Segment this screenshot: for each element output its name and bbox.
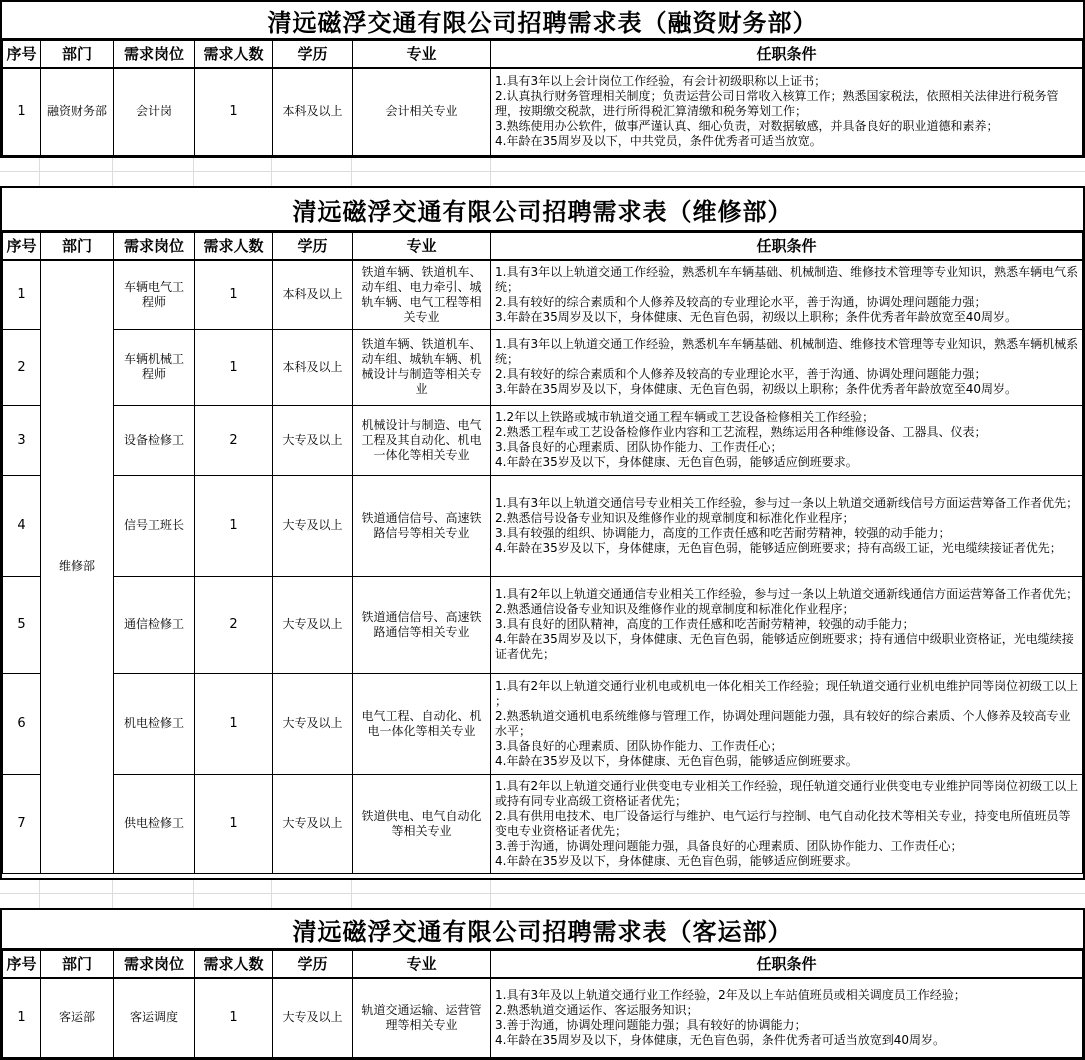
table-row xyxy=(3,978,1083,1058)
row-number-cell: 1 xyxy=(3,978,41,1058)
requirement-line: 1.具有3年及以上轨道交通行业工作经验，2年及以上车站值班员或相关调度员工作经验； xyxy=(495,987,966,1002)
headcount-cell: 2 xyxy=(195,405,273,475)
row-number-cell: 1 xyxy=(3,68,41,156)
requirement-line: 3.年龄在35周岁及以下，身体健康、无色盲色弱，初级以上职称；条件优秀者年龄放宽至40周岁。 xyxy=(495,382,1017,396)
row-number-cell: 3 xyxy=(3,405,41,475)
column-header-6: 任职条件 xyxy=(491,41,1083,68)
table-title-passenger: 清远磁浮交通有限公司招聘需求表（客运部） xyxy=(2,910,1083,950)
requirement-line: 2.认真执行财务管理相关制度；负责运营公司日常收入核算工作；熟悉国家税法，依照相关法律进行税务管理，按期缴交税款，进行所得税汇算清缴和税务筹划工作； xyxy=(495,89,1059,119)
gap-gridline-cell xyxy=(40,880,113,908)
table-row xyxy=(3,475,1083,576)
column-header-5: 专业 xyxy=(353,233,491,260)
requirements-cell xyxy=(491,405,1083,475)
requirement-line: 2.具有较好的综合素质和个人修养及较高的专业理论水平，善于沟通，协调处理问题能力强； xyxy=(495,294,987,309)
major-cell: 铁道通信信号、高速铁路信号等相关专业 xyxy=(353,475,491,576)
requirement-line: 2.熟悉轨道交通运作、客运服务知识； xyxy=(495,1002,699,1017)
table-section-maintenance xyxy=(0,186,1085,880)
table-header-row xyxy=(3,233,1083,260)
post-cell: 客运调度 xyxy=(114,978,195,1058)
header-row xyxy=(3,233,1083,260)
requirement-line: 4.年龄在35周岁及以下，身体健康、无色盲色弱，能够适应倒班要求；持有通信中级职业资格证，光电缆续接证者优先； xyxy=(495,632,1074,661)
headcount-cell: 1 xyxy=(195,673,273,774)
major-cell: 机械设计与制造、电气工程及其自动化、机电一体化等相关专业 xyxy=(353,405,491,475)
headcount-cell: 1 xyxy=(195,329,273,405)
post-cell: 车辆电气工程师 xyxy=(114,260,195,330)
requirement-line: 3.熟练使用办公软件，做事严谨认真、细心负责，对数据敏感，并具备良好的职业道德和素养； xyxy=(495,119,999,134)
requirement-line: 3.善于沟通，协调处理问题能力强，具备良好的心理素质、团队协作能力、工作责任心； xyxy=(495,838,963,853)
department-cell: 融资财务部 xyxy=(41,68,114,156)
headcount-cell: 1 xyxy=(195,475,273,576)
requirement-line: 3.善于沟通，协调处理问题能力强；具有较好的协调能力； xyxy=(495,1017,807,1032)
row-number-cell: 2 xyxy=(3,329,41,405)
major-cell: 铁道供电、电气自动化等相关专业 xyxy=(353,774,491,873)
headcount-cell: 1 xyxy=(195,774,273,873)
column-header-1: 部门 xyxy=(41,41,114,68)
table-body xyxy=(3,260,1083,874)
requirement-line: 3.具备良好的心理素质、团队协作能力、工作责任心； xyxy=(495,738,783,753)
degree-cell: 大专及以上 xyxy=(273,405,353,475)
major-cell: 铁道车辆、铁道机车、动车组、城轨车辆、机械设计与制造等相关专业 xyxy=(353,329,491,405)
requirement-line: 3.具有较强的组织、协调能力，高度的工作责任感和吃苦耐劳精神，较强的动手能力； xyxy=(495,525,951,540)
column-header-0: 序号 xyxy=(3,41,41,68)
post-cell: 信号工班长 xyxy=(114,475,195,576)
table-body xyxy=(3,68,1083,156)
major-cell: 铁道通信信号、高速铁路通信等相关专业 xyxy=(353,576,491,673)
column-header-1: 部门 xyxy=(41,951,114,978)
degree-cell: 大专及以上 xyxy=(273,774,353,873)
recruitment-table-passenger xyxy=(2,950,1083,1058)
requirement-line: 4.年龄在35岁及以下，身体健康、无色盲色弱，能够适应倒班要求。 xyxy=(495,853,858,868)
header-row xyxy=(3,41,1083,68)
column-header-4: 学历 xyxy=(273,951,353,978)
requirement-line: 2.熟悉轨道交通机电系统维修与管理工作，协调处理问题能力强，具有较好的综合素质、个人修养及较高专业水平； xyxy=(495,708,1071,738)
requirement-line: 1.2年以上铁路或城市轨道交通工程车辆或工艺设备检修相关工作经验； xyxy=(495,410,875,424)
requirement-line: 2.具有较好的综合素质和个人修养及较高的专业理论水平，善于沟通、协调处理问题能力强； xyxy=(495,367,987,381)
requirements-cell xyxy=(491,576,1083,673)
gap-gridline-cell xyxy=(352,880,491,908)
column-header-0: 序号 xyxy=(3,951,41,978)
gap-gridline-cell xyxy=(272,880,352,908)
post-cell: 车辆机械工程师 xyxy=(114,329,195,405)
post-cell: 机电检修工 xyxy=(114,673,195,774)
table-header-row xyxy=(3,951,1083,978)
requirement-line: 2.熟悉工程车或工艺设备检修作业内容和工艺流程，熟练运用各种维修设备、工器具、仪表； xyxy=(495,425,987,439)
department-cell: 维修部 xyxy=(41,260,114,874)
requirement-line: 2.具有供用电技术、电厂设备运行与维护、电气运行与控制、电气自动化技术等相关专业，持变电所值班员等变电专业资格证者优先； xyxy=(495,808,1071,838)
major-cell: 铁道车辆、铁道机车、动车组、电力牵引、城轨车辆、电气工程等相关专业 xyxy=(353,260,491,330)
degree-cell: 大专及以上 xyxy=(273,576,353,673)
requirement-line: 3.具有良好的团队精神，高度的工作责任感和吃苦耐劳精神，较强的动手能力； xyxy=(495,617,915,631)
recruitment-table-finance xyxy=(2,40,1083,156)
column-header-3: 需求人数 xyxy=(195,233,273,260)
degree-cell: 本科及以上 xyxy=(273,329,353,405)
headcount-cell: 1 xyxy=(195,978,273,1058)
table-section-passenger xyxy=(0,908,1085,1060)
gap-gridline-cell xyxy=(0,880,40,908)
degree-cell: 大专及以上 xyxy=(273,978,353,1058)
requirement-line: 4.年龄在35岁及以下，身体健康，无色盲色弱，能够适应倒班要求；持有高级工证，光电缆续接证者优先； xyxy=(495,540,1062,555)
requirement-line: 1.具有3年以上轨道交通信号专业相关工作经验，参与过一条以上轨道交通新线信号方面运营筹备工作者优先； xyxy=(495,495,1079,510)
table-row xyxy=(3,68,1083,156)
table-section-finance xyxy=(0,0,1085,158)
requirements-cell xyxy=(491,329,1083,405)
requirement-line: 1.具有2年以上轨道交通行业机电或机电一体化相关工作经验；现任轨道交通行业机电维护同等岗位初级工以上 ； xyxy=(495,678,1079,708)
headcount-cell: 2 xyxy=(195,576,273,673)
gap-gridline-cell xyxy=(491,158,1085,186)
spreadsheet-gap-row xyxy=(0,880,1085,908)
column-header-6: 任职条件 xyxy=(491,951,1083,978)
column-header-3: 需求人数 xyxy=(195,951,273,978)
requirement-line: 4.年龄在35周岁及以下，中共党员，条件优秀者可适当放宽。 xyxy=(495,134,822,149)
requirement-line: 4.年龄在35岁及以下，身体健康、无色盲色弱，能够适应倒班要求。 xyxy=(495,455,858,469)
requirement-line: 2.熟悉通信设备专业知识及维修作业的规章制度和标准化作业程序； xyxy=(495,602,855,616)
requirement-line: 4.年龄在35岁及以下，身体健康、无色盲色弱，能够适应倒班要求。 xyxy=(495,753,858,768)
table-row xyxy=(3,260,1083,330)
gap-gridline-cell xyxy=(194,880,272,908)
post-cell: 通信检修工 xyxy=(114,576,195,673)
column-header-4: 学历 xyxy=(273,233,353,260)
row-number-cell: 6 xyxy=(3,673,41,774)
degree-cell: 本科及以上 xyxy=(273,68,353,156)
post-cell: 供电检修工 xyxy=(114,774,195,873)
degree-cell: 大专及以上 xyxy=(273,673,353,774)
row-number-cell: 4 xyxy=(3,475,41,576)
table-title-maintenance: 清远磁浮交通有限公司招聘需求表（维修部） xyxy=(2,188,1083,232)
header-row xyxy=(3,951,1083,978)
recruitment-table-maintenance xyxy=(2,232,1083,874)
post-cell: 会计岗 xyxy=(114,68,195,156)
column-header-2: 需求岗位 xyxy=(114,951,195,978)
table-row xyxy=(3,576,1083,673)
post-cell: 设备检修工 xyxy=(114,405,195,475)
requirement-line: 1.具有2年以上轨道交通行业供变电专业相关工作经验，现任轨道交通行业供变电专业维护同等岗位初级工以上或持有同专业高级工资格证者优先； xyxy=(495,778,1079,808)
requirement-line: 1.具有3年以上会计岗位工作经验，有会计初级职称以上证书； xyxy=(495,74,827,89)
table-body xyxy=(3,978,1083,1058)
requirement-line: 4.年龄在35周岁及以下，身体健康，无色盲色弱，条件优秀者可适当放宽到40周岁。 xyxy=(495,1032,945,1047)
requirements-cell xyxy=(491,475,1083,576)
column-header-2: 需求岗位 xyxy=(114,41,195,68)
requirements-cell xyxy=(491,774,1083,873)
column-header-5: 专业 xyxy=(353,951,491,978)
gap-gridline-cell xyxy=(491,880,1085,908)
requirements-cell xyxy=(491,68,1083,156)
requirement-line: 3.年龄在35周岁及以下，身体健康、无色盲色弱，初级以上职称；条件优秀者年龄放宽至40周岁。 xyxy=(495,309,1017,324)
requirements-cell xyxy=(491,260,1083,330)
gap-gridline-cell xyxy=(113,880,194,908)
spreadsheet-gap-row xyxy=(0,158,1085,186)
row-number-cell: 7 xyxy=(3,774,41,873)
column-header-5: 专业 xyxy=(353,41,491,68)
requirements-cell xyxy=(491,978,1083,1058)
department-cell: 客运部 xyxy=(41,978,114,1058)
table-row xyxy=(3,774,1083,873)
requirement-line: 3.具备良好的心理素质、团队协作能力、工作责任心； xyxy=(495,440,783,454)
requirement-line: 1.具有3年以上轨道交通工作经验，熟悉机车车辆基础、机械制造、维修技术管理等专业知识，熟悉车辆电气系统； xyxy=(495,264,1079,294)
table-title-finance: 清远磁浮交通有限公司招聘需求表（融资财务部） xyxy=(2,2,1083,40)
column-header-6: 任职条件 xyxy=(491,233,1083,260)
degree-cell: 本科及以上 xyxy=(273,260,353,330)
column-header-2: 需求岗位 xyxy=(114,233,195,260)
requirement-line: 1.具有3年以上轨道交通工作经验，熟悉机车车辆基础、机械制造、维修技术管理等专业知识，熟悉车辆机械系统； xyxy=(495,337,1079,366)
requirements-cell xyxy=(491,673,1083,774)
row-number-cell: 1 xyxy=(3,260,41,330)
requirement-line: 1.具有2年以上轨道交通通信专业相关工作经验，参与过一条以上轨道交通新线通信方面运营筹备工作者优先； xyxy=(495,587,1079,601)
major-cell: 会计相关专业 xyxy=(353,68,491,156)
gap-gridline-cell xyxy=(194,158,272,186)
table-header-row xyxy=(3,41,1083,68)
major-cell: 轨道交通运输、运营管理等相关专业 xyxy=(353,978,491,1058)
table-row xyxy=(3,673,1083,774)
major-cell: 电气工程、自动化、机电一体化等相关专业 xyxy=(353,673,491,774)
row-number-cell: 5 xyxy=(3,576,41,673)
gap-gridline-cell xyxy=(40,158,113,186)
column-header-4: 学历 xyxy=(273,41,353,68)
gap-gridline-cell xyxy=(272,158,352,186)
column-header-0: 序号 xyxy=(3,233,41,260)
column-header-1: 部门 xyxy=(41,233,114,260)
degree-cell: 大专及以上 xyxy=(273,475,353,576)
gap-gridline-cell xyxy=(113,158,194,186)
headcount-cell: 1 xyxy=(195,260,273,330)
column-header-3: 需求人数 xyxy=(195,41,273,68)
requirement-line: 2.熟悉信号设备专业知识及维修作业的规章制度和标准化作业程序； xyxy=(495,510,855,525)
headcount-cell: 1 xyxy=(195,68,273,156)
gap-gridline-cell xyxy=(0,158,40,186)
table-row xyxy=(3,329,1083,405)
gap-gridline-cell xyxy=(352,158,491,186)
table-row xyxy=(3,405,1083,475)
